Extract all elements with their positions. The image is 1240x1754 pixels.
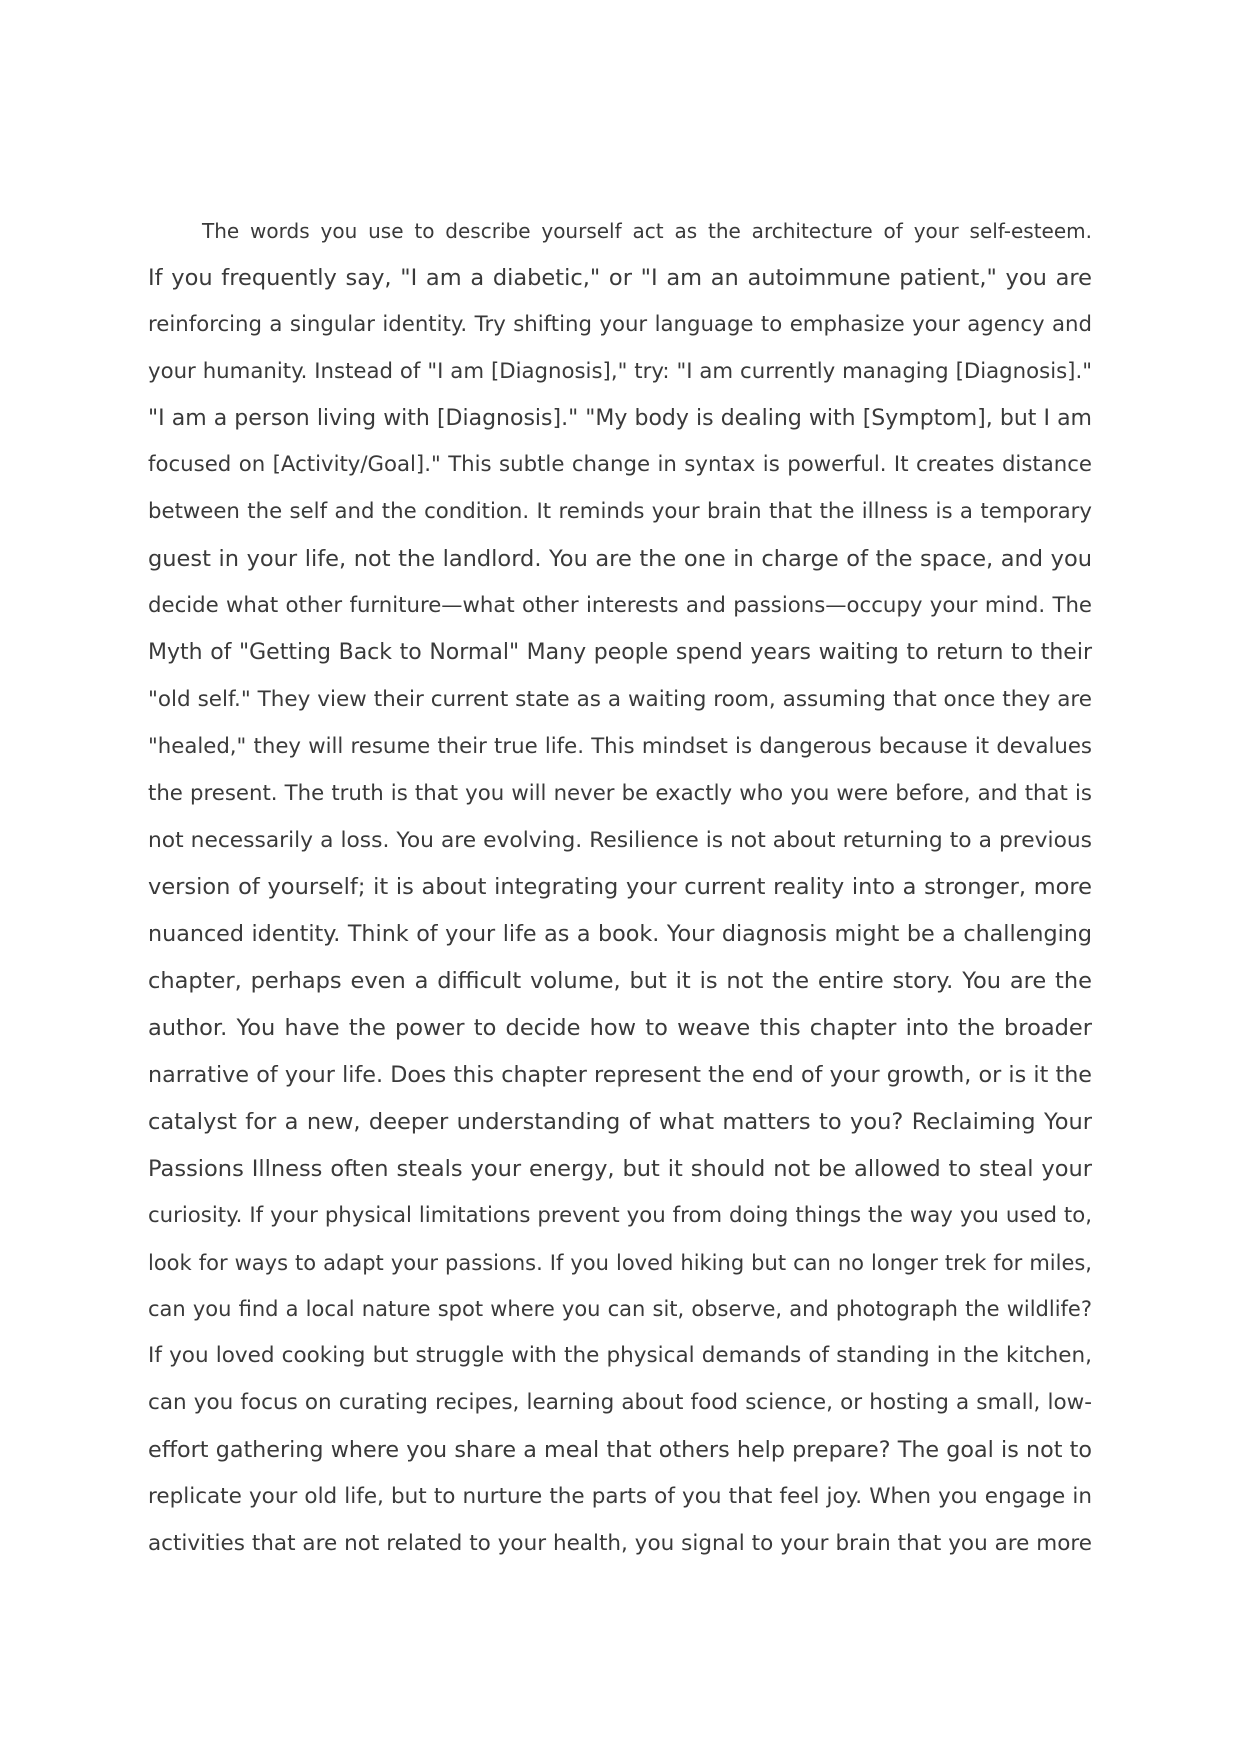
text-line: can you find a local nature spot where you can sit, observe, and photograph the wildlife?: [148, 1297, 1092, 1322]
text-line: Myth of "Getting Back to Normal" Many people spend years waiting to return to their: [148, 640, 1092, 666]
text-line: curiosity. If your physical limitations prevent you from doing things the way you used to,: [148, 1202, 1092, 1228]
text-line: If you loved cooking but struggle with the physical demands of standing in the kitchen,: [148, 1343, 1092, 1369]
text-line: the present. The truth is that you will never be exactly who you were before, and that is: [148, 780, 1092, 806]
text-line: chapter, perhaps even a difficult volume, but it is not the entire story. You are the: [148, 968, 1092, 995]
text-line: activities that are not related to your health, you signal to your brain that you are more: [148, 1530, 1092, 1556]
text-line: decide what other furniture—what other interests and passions—occupy your mind. The: [148, 593, 1092, 619]
text-line: focused on [Activity/Goal]." This subtle change in syntax is powerful. It creates distance: [148, 452, 1092, 478]
text-line: nuanced identity. Think of your life as a book. Your diagnosis might be a challenging: [148, 921, 1092, 948]
text-line: catalyst for a new, deeper understanding of what matters to you? Reclaiming Your: [148, 1108, 1092, 1135]
text-line: "old self." They view their current state as a waiting room, assuming that once they are: [148, 686, 1092, 712]
text-line: The words you use to describe yourself act as the architecture of your self-esteem.: [202, 219, 1092, 243]
text-line: can you focus on curating recipes, learning about food science, or hosting a small, low-: [148, 1390, 1092, 1416]
text-line: "healed," they will resume their true life. This mindset is dangerous because it devalues: [148, 733, 1092, 759]
text-line: effort gathering where you share a meal that others help prepare? The goal is not to: [148, 1437, 1092, 1464]
body-paragraph: [148, 208, 1092, 1568]
text-line: narrative of your life. Does this chapter represent the end of your growth, or is it the: [148, 1062, 1092, 1089]
text-line: your humanity. Instead of "I am [Diagnosis]," try: "I am currently managing [Diagnosis].": [148, 358, 1092, 384]
text-line: look for ways to adapt your passions. If you loved hiking but can no longer trek for miles,: [148, 1250, 1092, 1275]
text-line: between the self and the condition. It reminds your brain that the illness is a temporary: [148, 499, 1092, 525]
text-line: Passions Illness often steals your energy, but it should not be allowed to steal your: [148, 1155, 1092, 1182]
text-line: not necessarily a loss. You are evolving. Resilience is not about returning to a previous: [148, 827, 1092, 853]
text-line: "I am a person living with [Diagnosis]." "My body is dealing with [Symptom], but I am: [148, 405, 1092, 431]
text-line: author. You have the power to decide how to weave this chapter into the broader: [148, 1015, 1092, 1042]
text-line: reinforcing a singular identity. Try shifting your language to emphasize your agency and: [148, 311, 1092, 337]
text-line: replicate your old life, but to nurture the parts of you that feel joy. When you engage in: [148, 1484, 1092, 1510]
text-line: version of yourself; it is about integrating your current reality into a stronger, more: [148, 874, 1092, 901]
text-line: If you frequently say, "I am a diabetic," or "I am an autoimmune patient," you are: [148, 264, 1092, 291]
text-line: guest in your life, not the landlord. You are the one in charge of the space, and you: [148, 546, 1092, 573]
